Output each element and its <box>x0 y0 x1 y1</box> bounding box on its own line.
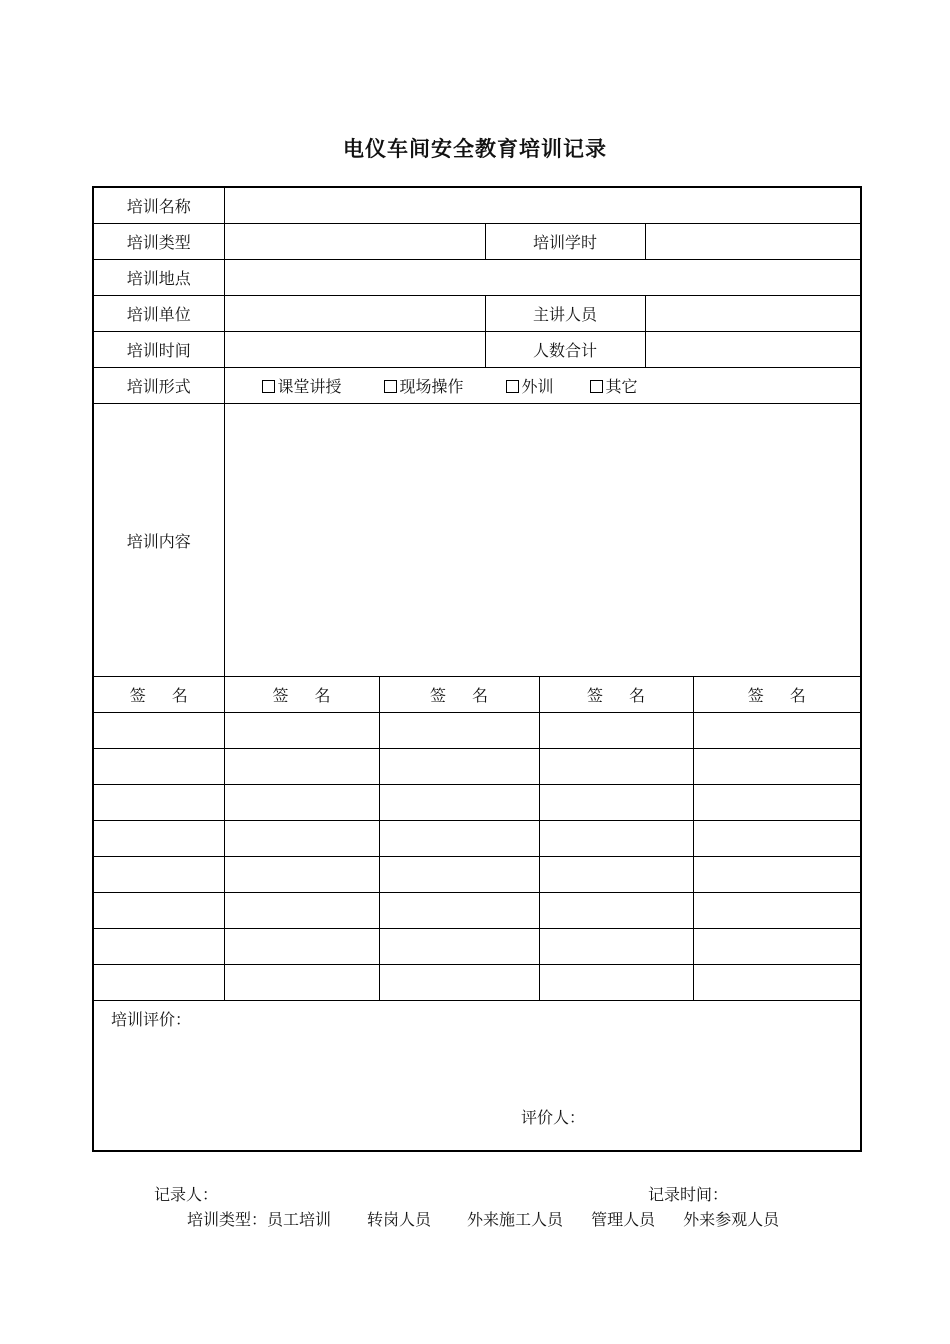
signature-cell[interactable] <box>693 749 861 785</box>
signature-cell[interactable] <box>379 965 539 1001</box>
signature-cell[interactable] <box>693 965 861 1001</box>
label-training-unit: 培训单位 <box>93 296 224 332</box>
signature-cell[interactable] <box>379 857 539 893</box>
signature-row <box>93 857 861 893</box>
option-external[interactable] <box>506 374 554 397</box>
signature-cell[interactable] <box>539 929 693 965</box>
label-training-form: 培训形式 <box>93 368 224 404</box>
signature-cell[interactable] <box>93 857 224 893</box>
signature-cell[interactable] <box>539 965 693 1001</box>
training-time-field[interactable] <box>224 332 485 368</box>
label-lecturer: 主讲人员 <box>485 296 645 332</box>
signature-cell[interactable] <box>379 929 539 965</box>
signature-cell[interactable] <box>224 713 379 749</box>
signature-cell[interactable] <box>539 785 693 821</box>
checkbox-icon[interactable] <box>384 380 397 393</box>
legend-item: 员工培训 <box>267 1210 332 1229</box>
label-training-content: 培训内容 <box>93 404 224 677</box>
checkbox-icon[interactable] <box>590 380 603 393</box>
signature-row <box>93 929 861 965</box>
signature-cell[interactable] <box>93 893 224 929</box>
option-label: 课堂讲授 <box>277 377 342 396</box>
signature-header: 签 名 <box>693 677 861 713</box>
signature-cell[interactable] <box>693 785 861 821</box>
signature-cell[interactable] <box>693 893 861 929</box>
signature-header: 签 名 <box>93 677 224 713</box>
signature-cell[interactable] <box>93 749 224 785</box>
signature-cell[interactable] <box>693 929 861 965</box>
signature-cell[interactable] <box>224 929 379 965</box>
label-training-hours: 培训学时 <box>485 224 645 260</box>
checkbox-icon[interactable] <box>506 380 519 393</box>
signature-cell[interactable] <box>93 713 224 749</box>
signature-cell[interactable] <box>224 785 379 821</box>
signature-cell[interactable] <box>693 713 861 749</box>
signature-cell[interactable] <box>224 893 379 929</box>
signature-row <box>93 965 861 1001</box>
signature-cell[interactable] <box>539 821 693 857</box>
option-label: 其它 <box>605 377 638 396</box>
checkbox-icon[interactable] <box>262 380 275 393</box>
signature-cell[interactable] <box>93 965 224 1001</box>
signature-cell[interactable] <box>379 713 539 749</box>
training-unit-field[interactable] <box>224 296 485 332</box>
headcount-field[interactable] <box>645 332 861 368</box>
page-title: 电仪车间安全教育培训记录 <box>343 137 607 161</box>
signature-row <box>93 749 861 785</box>
signature-row <box>93 713 861 749</box>
signature-header: 签 名 <box>539 677 693 713</box>
training-hours-field[interactable] <box>645 224 861 260</box>
signature-cell[interactable] <box>379 749 539 785</box>
label-training-time: 培训时间 <box>93 332 224 368</box>
option-onsite[interactable] <box>384 374 464 397</box>
signature-table <box>92 676 862 1152</box>
training-record-table <box>92 186 862 677</box>
lecturer-field[interactable] <box>645 296 861 332</box>
training-location-field[interactable] <box>224 260 861 296</box>
option-other[interactable] <box>590 374 638 397</box>
legend-item: 外来参观人员 <box>683 1210 780 1229</box>
signature-cell[interactable] <box>224 821 379 857</box>
signature-cell[interactable] <box>379 893 539 929</box>
legend-label: 培训类型： <box>187 1210 268 1229</box>
signature-row <box>93 785 861 821</box>
option-classroom[interactable] <box>262 374 342 397</box>
training-content-field[interactable] <box>224 404 861 677</box>
signature-cell[interactable] <box>93 785 224 821</box>
training-form-options <box>224 368 861 404</box>
signature-row <box>93 821 861 857</box>
training-type-field[interactable] <box>224 224 485 260</box>
option-label: 外训 <box>521 377 554 396</box>
label-headcount: 人数合计 <box>485 332 645 368</box>
training-type-legend <box>187 1207 779 1230</box>
evaluation-area[interactable] <box>93 1001 861 1152</box>
signature-cell[interactable] <box>693 821 861 857</box>
label-training-location: 培训地点 <box>93 260 224 296</box>
legend-item: 转岗人员 <box>367 1210 432 1229</box>
evaluator-label: 评价人： <box>521 1108 586 1127</box>
label-training-name: 培训名称 <box>93 187 224 224</box>
signature-cell[interactable] <box>379 785 539 821</box>
signature-cell[interactable] <box>539 857 693 893</box>
legend-item: 管理人员 <box>591 1210 656 1229</box>
signature-cell[interactable] <box>539 713 693 749</box>
signature-cell[interactable] <box>224 857 379 893</box>
signature-cell[interactable] <box>93 821 224 857</box>
legend-item: 外来施工人员 <box>467 1210 564 1229</box>
signature-cell[interactable] <box>539 749 693 785</box>
signature-cell[interactable] <box>224 965 379 1001</box>
training-name-field[interactable] <box>224 187 861 224</box>
signature-cell[interactable] <box>93 929 224 965</box>
signature-cell[interactable] <box>539 893 693 929</box>
option-label: 现场操作 <box>399 377 464 396</box>
evaluation-label: 培训评价： <box>111 1010 192 1029</box>
signature-cell[interactable] <box>693 857 861 893</box>
signature-header: 签 名 <box>224 677 379 713</box>
signature-cell[interactable] <box>379 821 539 857</box>
signature-row <box>93 893 861 929</box>
label-training-type: 培训类型 <box>93 224 224 260</box>
recorder-label: 记录人： <box>154 1185 219 1204</box>
signature-header: 签 名 <box>379 677 539 713</box>
record-time-label: 记录时间： <box>648 1185 729 1204</box>
signature-cell[interactable] <box>224 749 379 785</box>
